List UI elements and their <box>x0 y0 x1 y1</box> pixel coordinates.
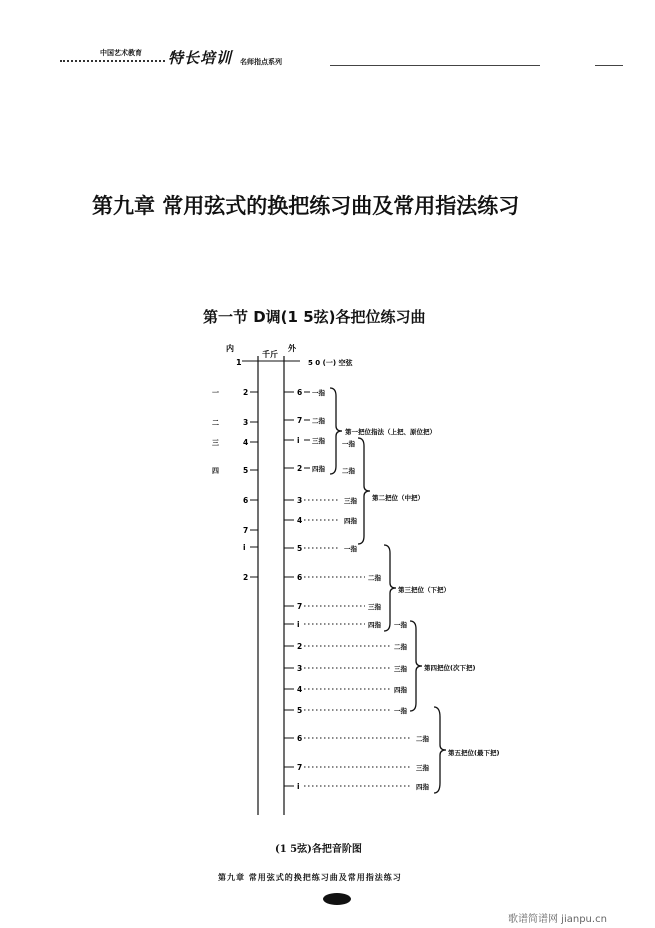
finger-mark: 四指 <box>368 621 381 629</box>
inner-note: 4 <box>243 438 249 447</box>
position-label: 第五把位(最下把) <box>448 749 500 757</box>
figure-caption: (1 5弦)各把音阶图 <box>275 844 362 855</box>
left-finger-label: 一 <box>212 389 219 397</box>
outer-note: 3 <box>297 664 303 673</box>
brand-logo: 特长培训 <box>168 49 233 67</box>
series-label: 名师指点系列 <box>240 58 282 66</box>
left-finger-label: 三 <box>212 439 219 447</box>
inner-note: 2 <box>243 388 249 397</box>
chapter-title: 第九章 常用弦式的换把练习曲及常用指法练习 <box>92 193 520 218</box>
outer-note: 6 <box>297 734 303 743</box>
outer-note: i <box>297 782 300 791</box>
inner-column-label: 内 <box>226 344 234 353</box>
position-label: 第三把位（下把） <box>398 586 450 594</box>
finger-mark: 二指 <box>368 574 381 582</box>
brace-position-1 <box>330 388 342 474</box>
outer-note: 5 <box>297 706 303 715</box>
outer-note: 3 <box>297 496 303 505</box>
finger-mark: 一指 <box>344 545 357 553</box>
page-number-blob <box>323 893 351 905</box>
inner-note: 7 <box>243 526 249 535</box>
brace-position-2 <box>358 438 370 544</box>
outer-note: 5 <box>297 544 303 553</box>
finger-mark: 四指 <box>344 517 357 525</box>
finger-mark: 一指 <box>312 389 325 397</box>
finger-mark: 四指 <box>312 465 325 473</box>
inner-note: 5 <box>243 466 249 475</box>
finger-mark: 二指 <box>416 735 429 743</box>
qianjin-column-label: 千斤 <box>262 350 278 359</box>
finger-mark: 三指 <box>368 603 381 611</box>
outer-note: 2 <box>297 464 303 473</box>
outer-note: 4 <box>297 516 303 525</box>
brace-position-4 <box>410 621 422 711</box>
outer-note: 7 <box>297 602 303 611</box>
position-label: 第四把位(次下把) <box>424 664 476 672</box>
brace-position-3 <box>384 545 396 631</box>
position-label: 第二把位（中把） <box>372 494 424 502</box>
left-finger-label: 二 <box>212 419 219 427</box>
outer-note: 6 <box>297 573 303 582</box>
outer-note: 7 <box>297 416 303 425</box>
finger-mark: 三指 <box>312 437 325 445</box>
outer-note: 6 <box>297 388 303 397</box>
publisher-label: 中国艺术教育 <box>100 49 142 57</box>
finger-mark: 四指 <box>394 686 407 694</box>
brace-position-5 <box>434 707 446 793</box>
position-labels <box>345 427 499 757</box>
inner-note: i <box>243 543 246 552</box>
outer-note: 7 <box>297 763 303 772</box>
open-inner-note: 1 <box>236 358 242 367</box>
inner-note: 3 <box>243 418 249 427</box>
finger-mark: 四指 <box>416 783 429 791</box>
finger-mark: 二指 <box>342 467 355 475</box>
outer-note: 4 <box>297 685 303 694</box>
finger-mark: 三指 <box>416 764 429 772</box>
outer-note: i <box>297 620 300 629</box>
section-title: 第一节 D调(1 5弦)各把位练习曲 <box>203 308 426 326</box>
finger-mark: 三指 <box>394 665 407 673</box>
page-footer: 第九章 常用弦式的换把练习曲及常用指法练习 <box>218 872 402 882</box>
outer-note: i <box>297 436 300 445</box>
outer-note: 2 <box>297 642 303 651</box>
finger-mark: 一指 <box>394 707 407 715</box>
finger-mark: 二指 <box>312 417 325 425</box>
tuning-label: 5 0 (一) 空弦 <box>308 359 353 367</box>
finger-mark: 一指 <box>342 440 355 448</box>
finger-mark: 三指 <box>344 497 357 505</box>
outer-notes <box>284 388 412 791</box>
finger-mark: 一指 <box>394 621 407 629</box>
finger-mark: 二指 <box>394 643 407 651</box>
inner-notes <box>243 388 258 582</box>
outer-column-label: 外 <box>288 344 296 353</box>
inner-note: 2 <box>243 573 249 582</box>
watermark: 歌谱简谱网 jianpu.cn <box>508 914 607 925</box>
inner-note: 6 <box>243 496 249 505</box>
left-finger-label: 四 <box>212 467 219 475</box>
position-label: 第一把位指法（上把、原位把） <box>345 428 436 436</box>
